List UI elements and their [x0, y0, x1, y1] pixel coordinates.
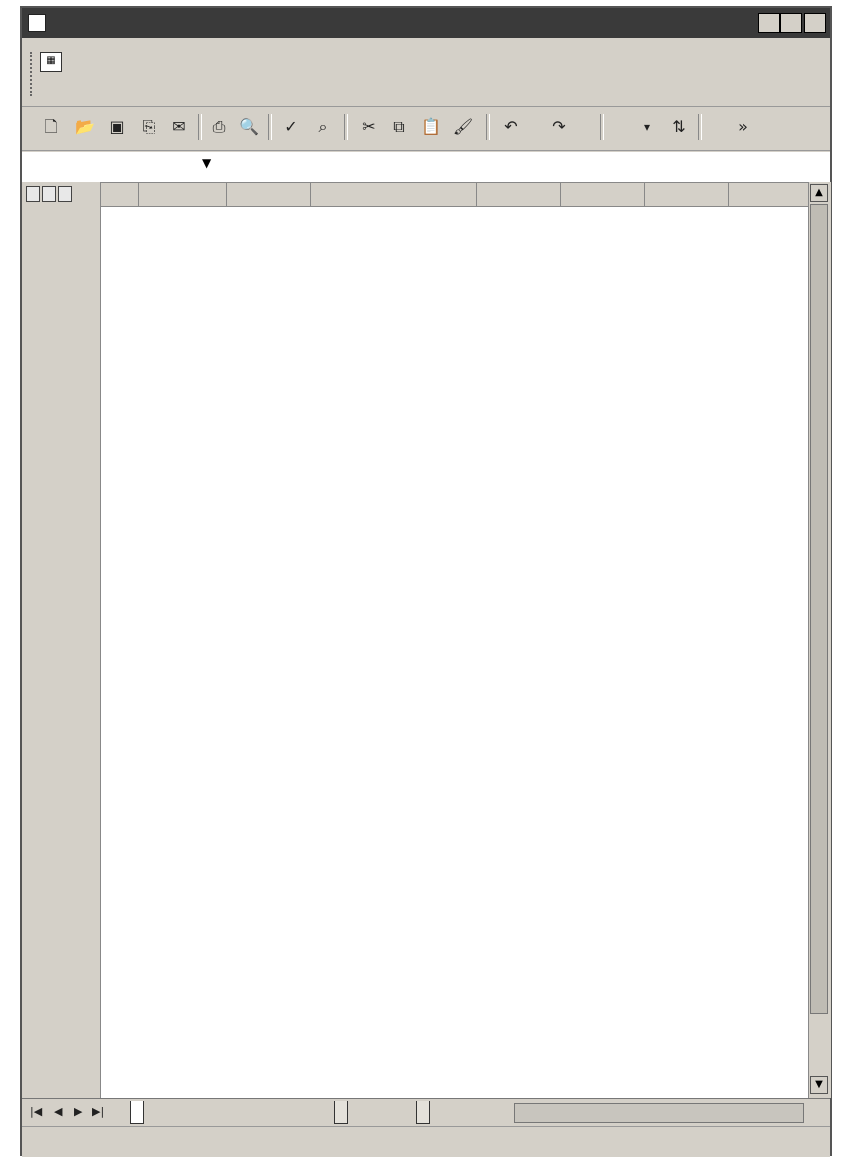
- spreadsheet-grid: [100, 182, 809, 207]
- menu-bar: [22, 40, 830, 107]
- toolbar-separator: [486, 114, 490, 140]
- column-header-a[interactable]: [139, 183, 227, 207]
- next-sheet-icon[interactable]: ▶: [74, 1105, 83, 1118]
- formula-input[interactable]: [322, 154, 822, 178]
- column-header-row: [101, 183, 809, 207]
- sort-icon[interactable]: ⇅: [672, 117, 686, 136]
- standard-toolbar: [22, 106, 830, 151]
- new-icon[interactable]: 🗋: [44, 117, 58, 136]
- column-header-f[interactable]: [645, 183, 729, 207]
- horizontal-scrollbar[interactable]: [514, 1103, 804, 1123]
- outline-panel: [22, 182, 101, 1098]
- spelling-icon[interactable]: ✓: [284, 117, 298, 136]
- toolbar-separator: [600, 114, 604, 140]
- email-icon[interactable]: ✉: [172, 117, 186, 136]
- cut-icon[interactable]: ✂: [362, 117, 376, 136]
- autosum-dropdown-icon[interactable]: ▾: [643, 120, 651, 134]
- permission-icon[interactable]: ⎘: [142, 117, 156, 136]
- prev-sheet-icon[interactable]: ◀: [54, 1105, 63, 1118]
- format-painter-icon[interactable]: 🖌: [452, 117, 474, 136]
- last-sheet-icon[interactable]: ▶|: [92, 1105, 105, 1118]
- toolbar-separator: [198, 114, 202, 140]
- outline-level-1-button[interactable]: [26, 186, 40, 202]
- autosum-icon[interactable]: [612, 116, 634, 138]
- print-icon[interactable]: ⎙: [212, 117, 226, 136]
- sheet-tab-bar: [22, 1098, 830, 1127]
- print-preview-icon[interactable]: 🔍: [239, 117, 259, 136]
- outline-level-3-button[interactable]: [58, 186, 72, 202]
- toolbar-options-icon[interactable]: »: [738, 117, 748, 136]
- percent-icon[interactable]: [706, 116, 728, 138]
- paste-icon[interactable]: 📋: [421, 117, 441, 136]
- name-box[interactable]: [24, 154, 214, 178]
- minimize-button[interactable]: [758, 13, 780, 33]
- scroll-up-icon[interactable]: ▲: [810, 184, 828, 202]
- scroll-down-icon[interactable]: ▼: [810, 1076, 828, 1094]
- menu-grip-icon[interactable]: [30, 52, 35, 96]
- open-icon[interactable]: 📂: [75, 117, 95, 136]
- toolbar-separator: [268, 114, 272, 140]
- status-bar: [22, 1126, 830, 1157]
- column-header-d[interactable]: [477, 183, 561, 207]
- close-button[interactable]: [804, 13, 826, 33]
- excel-window: [20, 6, 832, 1156]
- document-icon[interactable]: ▦: [40, 52, 62, 72]
- sheet-tab-2[interactable]: [334, 1101, 348, 1124]
- research-icon[interactable]: ⌕: [318, 117, 328, 136]
- column-header-g[interactable]: [729, 183, 809, 207]
- outline-level-2-button[interactable]: [42, 186, 56, 202]
- column-header-e[interactable]: [561, 183, 645, 207]
- undo-icon[interactable]: ↶: [504, 117, 518, 136]
- excel-app-icon[interactable]: [28, 14, 46, 32]
- scroll-thumb[interactable]: [810, 204, 828, 1014]
- title-bar: [22, 8, 830, 38]
- worksheet-area: [22, 182, 830, 1098]
- select-all-button[interactable]: [101, 183, 139, 207]
- first-sheet-icon[interactable]: |◀: [30, 1105, 43, 1118]
- toolbar-separator: [344, 114, 348, 140]
- toolbar-separator: [698, 114, 702, 140]
- save-icon[interactable]: ▣: [109, 117, 125, 136]
- column-header-c[interactable]: [311, 183, 477, 207]
- maximize-button[interactable]: [780, 13, 802, 33]
- sheet-tab-1[interactable]: [130, 1101, 144, 1124]
- formula-bar: [22, 152, 830, 183]
- name-box-dropdown-icon[interactable]: ▼: [202, 156, 212, 170]
- sheet-tab-3[interactable]: [416, 1101, 430, 1124]
- column-header-b[interactable]: [227, 183, 311, 207]
- redo-icon[interactable]: ↷: [552, 117, 566, 136]
- copy-icon[interactable]: ⧉: [393, 117, 405, 136]
- vertical-scrollbar[interactable]: [808, 182, 831, 1098]
